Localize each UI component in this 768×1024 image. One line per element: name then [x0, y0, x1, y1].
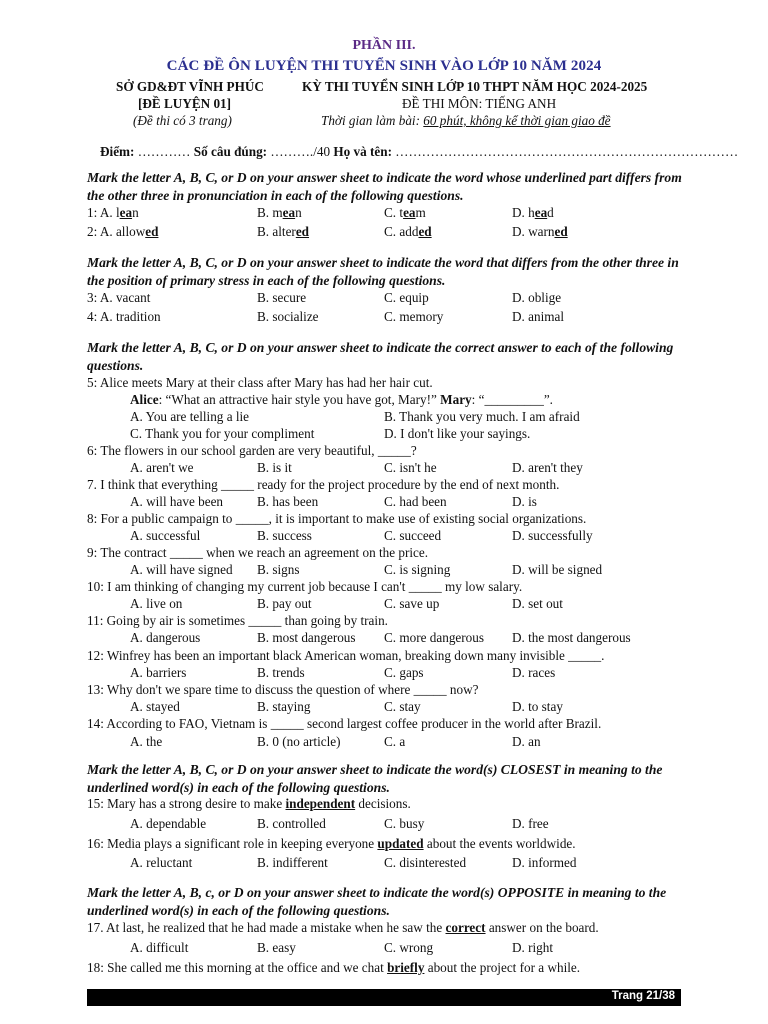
correct-blank: ………./40 — [267, 144, 334, 159]
q1-c-post: m — [415, 205, 426, 220]
q13-option-b: B. staying — [257, 699, 311, 714]
q8-option-d: D. successfully — [512, 528, 593, 543]
q15-pre: 15: Mary has a strong desire to make — [87, 796, 286, 811]
q4-option-d: D. animal — [512, 309, 565, 324]
q6-option-a: A. aren't we — [130, 460, 194, 475]
q15-option-c: C. busy — [384, 816, 425, 831]
name-blank: …………………………………………………………………… — [391, 144, 739, 159]
q5-option-a: A. You are telling a lie — [130, 409, 250, 424]
q4-option-a: 4: A. tradition — [87, 309, 161, 324]
q12-stem: 12: Winfrey has been an important black American woman, breaking down many invisible _____. — [87, 648, 605, 663]
q3-option-b: B. secure — [257, 290, 307, 305]
main-title: CÁC ĐỀ ÔN LUYỆN THI TUYỂN SINH VÀO LỚP 10 NĂM 2024 — [166, 58, 602, 74]
q11-option-d: D. the most dangerous — [512, 630, 631, 645]
q1-c-underline: ea — [403, 205, 416, 220]
q1-option-b — [257, 204, 302, 221]
q16-option-a: A. reluctant — [130, 855, 193, 870]
q5-mary: Mary — [440, 392, 472, 407]
q10-option-d: D. set out — [512, 596, 563, 611]
q5-option-d: D. I don't like your sayings. — [384, 426, 531, 441]
q4-option-b: B. socialize — [257, 309, 319, 324]
q15-option-d: D. free — [512, 816, 549, 831]
correct-label: Số câu đúng: — [193, 144, 268, 159]
q16-option-c: C. disinterested — [384, 855, 467, 870]
name-label: Họ và tên: — [333, 144, 392, 159]
q7-option-c: C. had been — [384, 494, 447, 509]
q11-option-c: C. more dangerous — [384, 630, 484, 645]
q1-a-pre: 1: A. l — [87, 205, 120, 220]
q16-option-d: D. informed — [512, 855, 577, 870]
q18-pre: 18: She called me this morning at the office and we chat — [87, 960, 388, 975]
q2-option-a — [87, 223, 158, 240]
q14-option-a: A. the — [130, 734, 163, 749]
q2-option-b — [257, 223, 309, 240]
q7-option-a: A. will have been — [130, 494, 224, 509]
q10-option-a: A. live on — [130, 596, 183, 611]
q17-stem — [87, 919, 599, 936]
q3-option-d: D. oblige — [512, 290, 562, 305]
q12-option-a: A. barriers — [130, 665, 187, 680]
q5-mary-line: : “_________”. — [471, 392, 553, 407]
score-blank: ………… — [134, 144, 194, 159]
opposite-meaning-instruction: Mark the letter A, B, c, or D on your answer sheet to indicate the word(s) OPPOSITE in meaning to the underlined word(s) in each of the following questions. — [87, 885, 667, 918]
q1-c-pre: C. t — [384, 205, 404, 220]
q10-stem: 10: I am thinking of changing my current job because I can't _____ my low salary. — [87, 579, 523, 594]
department-text: SỞ GD&ĐT VĨNH PHÚC — [116, 79, 264, 94]
q10-option-b: B. pay out — [257, 596, 312, 611]
q15-post: decisions. — [355, 796, 411, 811]
q1-d-pre: D. h — [512, 205, 535, 220]
q15-stem — [87, 795, 411, 812]
q17-pre: 17. At last, he realized that he had made a mistake when he saw the — [87, 920, 446, 935]
part-heading: PHẦN III. — [352, 38, 416, 53]
q5-option-c: C. Thank you for your compliment — [130, 426, 315, 441]
q17-option-d: D. right — [512, 940, 554, 955]
q2-a-pre: 2: A. allow — [87, 224, 146, 239]
q1-option-c — [384, 204, 426, 221]
q1-d-post: d — [547, 205, 554, 220]
q4-option-c: C. memory — [384, 309, 444, 324]
q15-option-b: B. controlled — [257, 816, 326, 831]
q2-a-underline: ed — [145, 224, 159, 239]
q17-option-c: C. wrong — [384, 940, 434, 955]
q1-a-post: n — [132, 205, 139, 220]
q14-option-b: B. 0 (no article) — [257, 734, 341, 749]
q9-stem: 9: The contract _____ when we reach an agreement on the price. — [87, 545, 429, 560]
time-info — [321, 113, 611, 129]
q16-pre: 16: Media plays a significant role in keeping everyone — [87, 836, 378, 851]
q2-b-pre: B. alter — [257, 224, 296, 239]
q6-option-c: C. isn't he — [384, 460, 437, 475]
q9-option-d: D. will be signed — [512, 562, 603, 577]
q8-option-c: C. succeed — [384, 528, 442, 543]
q15-underlined-word: independent — [285, 796, 356, 811]
q7-stem: 7. I think that everything _____ ready for the project procedure by the end of next month. — [87, 477, 560, 492]
pronunciation-instruction: Mark the letter A, B, C, or D on your answer sheet to indicate the word whose underlined part differs from the other three in pronunciation in each of the following questions. — [87, 170, 682, 203]
q1-d-underline: ea — [534, 205, 548, 220]
q16-stem — [87, 835, 576, 852]
q1-b-underline: ea — [282, 205, 296, 220]
q13-option-c: C. stay — [384, 699, 421, 714]
department — [116, 79, 264, 95]
pages-note: (Đề thi có 3 trang) — [133, 113, 232, 128]
practice-code: [ĐỀ LUYỆN 01] — [138, 96, 232, 111]
q5-option-b: B. Thank you very much. I am afraid — [384, 409, 580, 424]
subject: ĐỀ THI MÔN: TIẾNG ANH — [402, 96, 557, 111]
q9-option-b: B. signs — [257, 562, 300, 577]
q1-b-pre: B. m — [257, 205, 283, 220]
page-number: Trang 21/38 — [611, 990, 675, 1002]
q7-option-b: B. has been — [257, 494, 319, 509]
stress-instruction: Mark the letter A, B, C, or D on your answer sheet to indicate the word that differs from the other three in the position of primary stress in each of the following questions. — [87, 255, 679, 288]
time-label: Thời gian làm bài: — [321, 113, 424, 128]
q13-stem: 13: Why don't we spare time to discuss the question of where _____ now? — [87, 682, 479, 697]
q1-a-underline: ea — [119, 205, 133, 220]
q17-post: answer on the board. — [485, 920, 599, 935]
q6-option-b: B. is it — [257, 460, 292, 475]
score-line — [100, 143, 738, 160]
q10-option-c: C. save up — [384, 596, 440, 611]
exam-name: KỲ THI TUYỂN SINH LỚP 10 THPT NĂM HỌC 2024-2025 — [302, 79, 648, 94]
q9-option-a: A. will have signed — [130, 562, 233, 577]
q15-option-a: A. dependable — [130, 816, 207, 831]
q2-d-underline: ed — [554, 224, 568, 239]
q6-stem: 6: The flowers in our school garden are very beautiful, _____? — [87, 443, 417, 458]
q1-option-a — [87, 204, 139, 221]
q2-c-underline: ed — [418, 224, 432, 239]
q8-stem: 8: For a public campaign to _____, it is important to make use of existing social organizations. — [87, 511, 587, 526]
closest-meaning-instruction: Mark the letter A, B, C, or D on your answer sheet to indicate the word(s) CLOSEST in meaning to the underlined word(s) in each of the following questions. — [87, 762, 663, 795]
score-label: Điểm: — [100, 144, 135, 159]
time-value: 60 phút, không kể thời gian giao đề — [423, 113, 611, 128]
q5-alice-line: : “What an attractive hair style you have got, Mary!” — [158, 392, 441, 407]
q6-option-d: D. aren't they — [512, 460, 583, 475]
q11-stem: 11: Going by air is sometimes _____ than going by train. — [87, 613, 388, 628]
q17-underlined-word: correct — [445, 920, 486, 935]
q9-option-c: C. is signing — [384, 562, 451, 577]
q5-alice: Alice — [130, 392, 159, 407]
q11-option-a: A. dangerous — [130, 630, 201, 645]
q3-option-c: C. equip — [384, 290, 429, 305]
q2-b-underline: ed — [295, 224, 310, 239]
q12-option-d: D. races — [512, 665, 556, 680]
q8-option-a: A. successful — [130, 528, 201, 543]
q17-option-b: B. easy — [257, 940, 296, 955]
q18-stem — [87, 959, 580, 976]
q12-option-c: C. gaps — [384, 665, 424, 680]
q18-underlined-word: briefly — [387, 960, 425, 975]
q8-option-b: B. success — [257, 528, 312, 543]
q17-option-a: A. difficult — [130, 940, 189, 955]
q16-option-b: B. indifferent — [257, 855, 328, 870]
q13-option-d: D. to stay — [512, 699, 563, 714]
q13-option-a: A. stayed — [130, 699, 180, 714]
q14-option-d: D. an — [512, 734, 541, 749]
correct-answer-instruction: Mark the letter A, B, C, or D on your answer sheet to indicate the correct answer to each of the following questions. — [87, 340, 674, 373]
q16-underlined-word: updated — [377, 836, 424, 851]
q1-option-d — [512, 204, 554, 221]
q3-option-a: 3: A. vacant — [87, 290, 151, 305]
page-footer-bar — [87, 989, 681, 1006]
q1-b-post: n — [295, 205, 302, 220]
q14-stem: 14: According to FAO, Vietnam is _____ second largest coffee producer in the world after Brazil. — [87, 716, 602, 731]
q2-d-pre: D. warn — [512, 224, 555, 239]
q2-c-pre: C. add — [384, 224, 419, 239]
q5-dialogue — [130, 391, 553, 408]
q2-option-c — [384, 223, 432, 240]
q2-option-d — [512, 223, 568, 240]
q11-option-b: B. most dangerous — [257, 630, 356, 645]
q14-option-c: C. a — [384, 734, 406, 749]
q7-option-d: D. is — [512, 494, 537, 509]
q18-post: about the project for a while. — [424, 960, 581, 975]
q12-option-b: B. trends — [257, 665, 305, 680]
q16-post: about the events worldwide. — [423, 836, 576, 851]
q5-stem: 5: Alice meets Mary at their class after Mary has had her hair cut. — [87, 375, 433, 390]
